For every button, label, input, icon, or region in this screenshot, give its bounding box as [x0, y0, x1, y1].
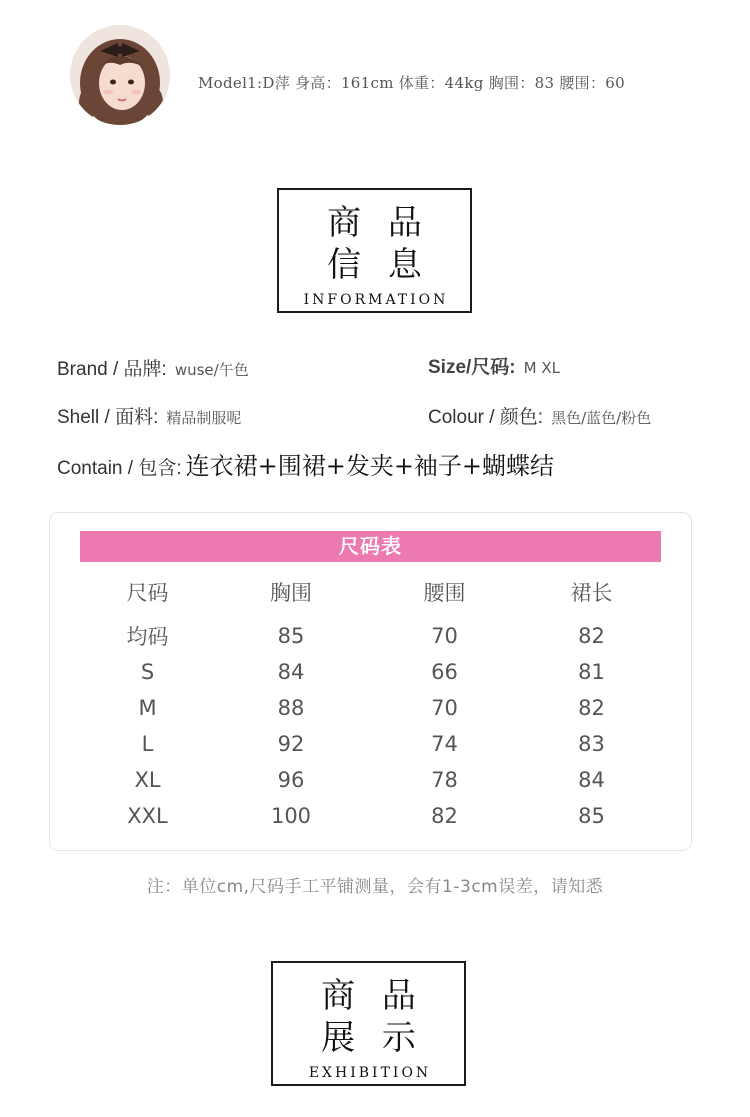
cell-length: 82	[578, 696, 605, 720]
cell-waist: 70	[431, 696, 458, 720]
cell-size: XL	[134, 768, 161, 792]
cell-size: 均码	[126, 625, 169, 649]
cell-length: 83	[578, 732, 605, 756]
size-table	[80, 574, 661, 834]
measurement-note: 注：单位cm,尺码手工平铺测量，会有1-3cm误差，请知悉	[146, 877, 604, 897]
size-value: M XL	[523, 359, 560, 377]
size-table-title: 尺码表	[80, 531, 661, 562]
section-title-en: INFORMATION	[303, 292, 449, 308]
colour-row	[428, 402, 651, 429]
table-row	[80, 798, 661, 834]
table-row	[80, 690, 661, 726]
cell-size: XXL	[127, 804, 168, 828]
header-bust: 胸围	[270, 581, 312, 605]
brand-label: Brand / 品牌:	[57, 359, 167, 380]
brand-value: wuse/午色	[174, 361, 249, 379]
section-title-cn-line1: 商 品	[327, 203, 430, 243]
contain-label: Contain / 包含:	[57, 458, 182, 479]
cell-waist: 78	[431, 768, 458, 792]
cell-waist: 66	[431, 660, 458, 684]
section-title-exhibition	[271, 961, 466, 1086]
model-avatar	[70, 25, 170, 125]
model-photo	[70, 25, 170, 125]
header-length: 裙长	[570, 581, 613, 605]
section-title-cn-line2: 信 息	[327, 245, 430, 285]
cell-size: L	[141, 732, 154, 756]
section-title-information	[277, 188, 472, 313]
contain-value: 连衣裙+围裙+发夹+袖子+蝴蝶结	[185, 452, 555, 480]
table-row	[80, 618, 661, 654]
size-label: Size/尺码:	[428, 357, 516, 378]
cell-length: 81	[578, 660, 605, 684]
table-row	[80, 726, 661, 762]
cell-bust: 100	[270, 804, 312, 828]
brand-row	[57, 354, 249, 381]
cell-waist: 74	[431, 732, 458, 756]
colour-label: Colour / 颜色:	[428, 407, 544, 428]
cell-length: 84	[578, 768, 605, 792]
cell-bust: 92	[277, 732, 305, 756]
contain-row	[57, 446, 554, 481]
table-row	[80, 654, 661, 690]
cell-bust: 84	[277, 660, 305, 684]
section-title-cn-line2: 展 示	[321, 1018, 424, 1058]
header-waist: 腰围	[423, 581, 466, 605]
colour-value: 黑色/蓝色/粉色	[551, 409, 652, 427]
header-size: 尺码	[126, 581, 169, 605]
table-row	[80, 762, 661, 798]
size-row	[428, 352, 560, 379]
shell-label: Shell / 面料:	[57, 407, 159, 428]
cell-length: 85	[578, 804, 605, 828]
model-measurements: Model1:D萍 身高：161cm 体重：44kg 胸围：83 腰围：60	[198, 74, 625, 92]
section-title-cn-line1: 商 品	[321, 976, 424, 1016]
size-table-header	[80, 574, 661, 610]
cell-size: M	[138, 696, 157, 720]
cell-bust: 88	[277, 696, 305, 720]
cell-bust: 85	[277, 624, 305, 648]
cell-size: S	[140, 660, 155, 684]
section-title-en: EXHIBITION	[308, 1065, 432, 1081]
cell-bust: 96	[277, 768, 305, 792]
cell-waist: 82	[431, 804, 458, 828]
shell-value: 精品制服呢	[166, 409, 242, 427]
shell-row	[57, 402, 241, 429]
cell-length: 82	[578, 624, 605, 648]
cell-waist: 70	[431, 624, 458, 648]
